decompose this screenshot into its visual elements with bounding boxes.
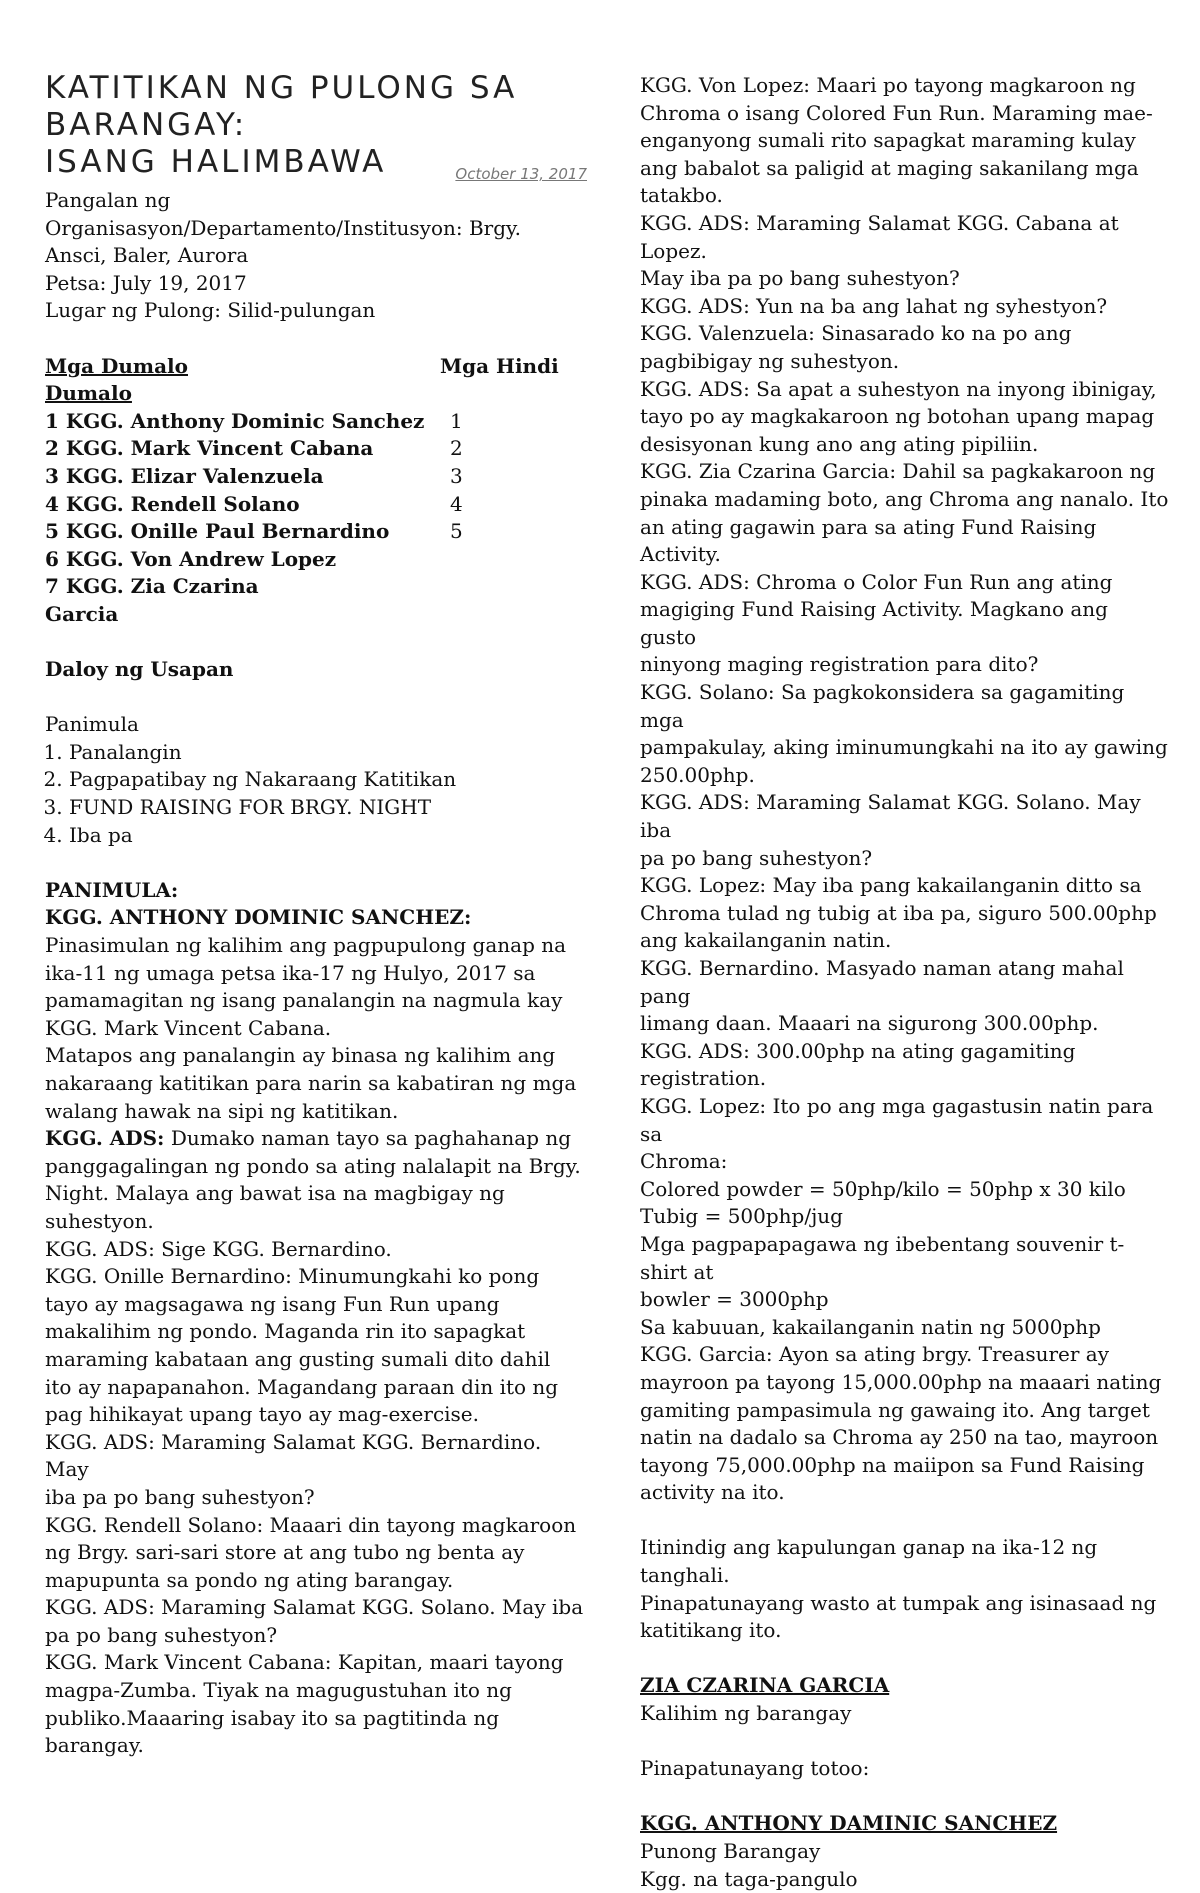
absent-number: 4 <box>450 491 463 516</box>
minutes-line: nakaraang katitikan para narin sa kabatiran ng mga <box>45 1071 577 1095</box>
minutes-line: KGG. Zia Czarina Garcia: Dahil sa pagkakaroon ng <box>640 459 1156 484</box>
minutes-line: natin na dadalo sa Chroma ay 250 na tao, mayroon <box>640 1425 1159 1450</box>
attendee-name: 3 KGG. Elizar Valenzuela <box>45 463 324 488</box>
minutes-text: Dumako naman tayo sa paghahanap ng <box>170 1126 572 1151</box>
closing-line: tanghali. <box>640 1563 730 1588</box>
attendance-row <box>45 408 585 436</box>
minutes-line: magiging Fund Raising Activity. Magkano ang gusto <box>640 597 1108 649</box>
attendance-row <box>45 518 585 546</box>
minutes-line: KGG. ADS: Maraming Salamat KGG. Solano. May iba <box>45 1595 584 1620</box>
minutes-line: Pinasimulan ng kalihim ang pagpupulong ganap na <box>45 933 567 958</box>
minutes-line: panggagalingan ng pondo sa ating nalalapit na Brgy. <box>45 1153 581 1178</box>
agenda-heading: Daloy ng Usapan <box>45 657 234 682</box>
attendee-name: 2 KGG. Mark Vincent Cabana <box>45 436 374 461</box>
attendance-row <box>45 491 585 519</box>
chair-name: KGG. ANTHONY DAMINIC SANCHEZ <box>640 1811 1058 1836</box>
title-line: BARANGAY: <box>45 107 248 143</box>
minutes-line: Matapos ang panalangin ay binasa ng kalihim ang <box>45 1043 556 1068</box>
minutes-line: Tubig = 500php/jug <box>640 1204 843 1229</box>
absent-number <box>450 546 480 574</box>
meta-line: Organisasyon/Departamento/Institusyon: Brgy. <box>45 215 522 240</box>
minutes-line: mayroon pa tayong 15,000.00php na maaari nating <box>640 1369 1162 1394</box>
absent-heading: Mga Hindi <box>440 353 559 378</box>
minutes-line: KGG. ADS: 300.00php na ating gagamiting <box>640 1038 1076 1063</box>
attendance-row <box>45 601 585 629</box>
minutes-line: ito ay napapanahon. Magandang paraan din ito ng <box>45 1374 559 1399</box>
meta-line: Ansci, Baler, Aurora <box>45 243 249 268</box>
minutes-line: PANIMULA: <box>45 877 179 902</box>
minutes-line: KGG. Solano: Sa pagkokonsidera sa gagamiting mga <box>640 680 1125 732</box>
minutes-line: tatakbo. <box>640 183 723 208</box>
minutes-line: pa po bang suhestyon? <box>45 1622 278 1647</box>
minutes-line: magpa-Zumba. Tiyak na magugustuhan ito ng <box>45 1678 512 1703</box>
secretary-name: ZIA CZARINA GARCIA <box>640 1673 890 1698</box>
attendee-name: 7 KGG. Zia Czarina <box>45 574 259 599</box>
minutes-line: publiko.Maaaring isabay ito sa pagtitinda ng <box>45 1705 500 1730</box>
minutes-line <box>45 1125 585 1153</box>
minutes-line: KGG. ADS: Yun na ba ang lahat ng syhestyon? <box>640 293 1108 318</box>
minutes-body-left <box>45 877 585 1760</box>
attestation-label: Pinapatunayang totoo: <box>640 1756 870 1781</box>
minutes-line: ng Brgy. sari-sari store at ang tubo ng benta ay <box>45 1540 525 1565</box>
minutes-line: KGG. Mark Vincent Cabana. <box>45 1015 332 1040</box>
minutes-line: suhestyon. <box>45 1208 154 1233</box>
absent-number: 3 <box>450 463 463 488</box>
minutes-line: bowler = 3000php <box>640 1287 829 1312</box>
minutes-line: iba pa po bang suhestyon? <box>45 1484 315 1509</box>
document-date: October 13, 2017 <box>455 165 587 183</box>
chair-subtitle: Kgg. na taga-pangulo <box>640 1866 858 1891</box>
minutes-line: KGG. ANTHONY DOMINIC SANCHEZ: <box>45 905 472 930</box>
agenda-list <box>45 739 585 849</box>
minutes-line: KGG. Garcia: Ayon sa ating brgy. Treasurer ay <box>640 1342 1109 1367</box>
minutes-line: KGG. Lopez: May iba pang kakailanganin ditto sa <box>640 873 1142 898</box>
minutes-line: KGG. Lopez: Ito po ang mga gagastusin natin para sa <box>640 1093 1154 1146</box>
attendance-heading <box>45 353 585 381</box>
absent-number: 1 <box>450 408 463 433</box>
minutes-line: KGG. ADS: Sige KGG. Bernardino. <box>45 1236 392 1261</box>
attendance-block <box>45 353 585 629</box>
minutes-line: mapupunta sa pondo ng ating barangay. <box>45 1567 454 1592</box>
agenda-item: 4. Iba pa <box>69 822 585 850</box>
minutes-line: Chroma o isang Colored Fun Run. Maraming mae- <box>640 100 1153 125</box>
left-column <box>45 70 585 1760</box>
minutes-line: activity na ito. <box>640 1480 785 1505</box>
minutes-line: Mga pagpapapagawa ng ibebentang souvenir t-shirt at <box>640 1231 1125 1284</box>
absent-number: 2 <box>450 436 463 461</box>
attendee-name: 6 KGG. Von Andrew Lopez <box>45 546 337 571</box>
title-line: ISANG HALIMBAWA <box>45 144 387 180</box>
minutes-line: KGG. Onille Bernardino: Minumungkahi ko pong <box>45 1264 540 1289</box>
attendance-row <box>45 435 585 463</box>
attendee-name: 4 KGG. Rendell Solano <box>45 491 300 516</box>
closing-line: Pinapatunayang wasto at tumpak ang isinasaad ng <box>640 1590 1157 1615</box>
right-column <box>640 72 1170 1893</box>
minutes-line: KGG. Bernardino. Masyado naman atang mahal pang <box>640 956 1124 1008</box>
minutes-line: KGG. ADS: Maraming Salamat KGG. Solano. May iba <box>640 790 1141 843</box>
minutes-line: pag hihikayat upang tayo ay mag-exercise. <box>45 1402 480 1427</box>
minutes-line: Sa kabuuan, kakailanganin natin ng 5000php <box>640 1314 1101 1339</box>
minutes-line: pinaka madaming boto, ang Chroma ang nanalo. Ito <box>640 486 1169 511</box>
agenda-item: 1. Panalangin <box>69 739 585 767</box>
minutes-line: Colored powder = 50php/kilo = 50php x 30 kilo <box>640 1176 1126 1201</box>
attendee-name: Garcia <box>45 601 119 626</box>
agenda-intro: Panimula <box>45 712 139 737</box>
minutes-line: maraming kabataan ang gusting sumali dito dahil <box>45 1346 551 1371</box>
meta-block <box>45 187 585 325</box>
minutes-line: walang hawak na sipi ng katitikan. <box>45 1098 399 1123</box>
minutes-line: ang kakailanganin natin. <box>640 928 892 953</box>
minutes-line: tayong 75,000.00php na maiipon sa Fund Raising <box>640 1452 1145 1477</box>
title-line: KATITIKAN NG PULONG SA <box>45 70 518 106</box>
minutes-line: pagbibigay ng suhestyon. <box>640 348 900 373</box>
minutes-line: ninyong maging registration para dito? <box>640 652 1039 677</box>
absent-number: 5 <box>450 519 463 544</box>
minutes-line: KGG. ADS: Maraming Salamat KGG. Bernardino. May <box>45 1429 542 1482</box>
minutes-line: Chroma tulad ng tubig at iba pa, siguro 500.00php <box>640 900 1157 925</box>
meta-line: Pangalan ng <box>45 188 171 212</box>
minutes-line: an ating gagawin para sa ating Fund Raising <box>640 514 1097 539</box>
absent-number <box>450 601 480 629</box>
minutes-line: KGG. Rendell Solano: Maaari din tayong magkaroon <box>45 1512 577 1537</box>
absent-heading-cont: Dumalo <box>45 381 132 406</box>
minutes-line: KGG. Von Lopez: Maari po tayong magkaroon ng <box>640 73 1136 97</box>
minutes-line: KGG. ADS: Chroma o Color Fun Run ang ating <box>640 569 1113 594</box>
minutes-line: pamamagitan ng isang panalangin na nagmula kay <box>45 988 563 1013</box>
minutes-line: KGG. Mark Vincent Cabana: Kapitan, maari tayong <box>45 1650 564 1675</box>
agenda-item: 2. Pagpapatibay ng Nakaraang Katitikan <box>69 766 585 794</box>
minutes-line: enganyong sumali rito sapagkat maraming kulay <box>640 128 1136 153</box>
attendance-row <box>45 463 585 491</box>
minutes-line: Activity. <box>640 542 721 567</box>
minutes-line: ang babalot sa paligid at maging sakanilang mga <box>640 155 1139 180</box>
minutes-line: ika-11 ng umaga petsa ika-17 ng Hulyo, 2017 sa <box>45 960 536 985</box>
minutes-line: KGG. ADS: Sa apat a suhestyon na inyong ibinigay, <box>640 376 1157 401</box>
closing-line: katitikang ito. <box>640 1618 782 1643</box>
minutes-line: pa po bang suhestyon? <box>640 845 873 870</box>
minutes-body-right <box>640 72 1170 1507</box>
minutes-line: makalihim ng pondo. Maganda rin ito sapagkat <box>45 1319 526 1344</box>
agenda-item: 3. FUND RAISING FOR BRGY. NIGHT <box>69 794 585 822</box>
minutes-line: barangay. <box>45 1733 144 1758</box>
attendee-name: 1 KGG. Anthony Dominic Sanchez <box>45 408 425 433</box>
minutes-line: 250.00php. <box>640 762 755 787</box>
minutes-line: May iba pa po bang suhestyon? <box>640 266 960 291</box>
minutes-line: tayo ay magsagawa ng isang Fun Run upang <box>45 1291 500 1316</box>
minutes-line: registration. <box>640 1066 767 1091</box>
minutes-line: tayo po ay magkakaroon ng botohan upang mapag <box>640 404 1155 429</box>
minutes-line: pampakulay, aking iminumungkahi na ito ay gawing <box>640 735 1168 760</box>
chair-title: Punong Barangay <box>640 1839 821 1863</box>
minutes-line: Chroma: <box>640 1149 728 1174</box>
minutes-line: KGG. Valenzuela: Sinasarado ko na po ang <box>640 321 1072 346</box>
minutes-line: gamiting pampasimula ng gawaing ito. Ang target <box>640 1397 1150 1422</box>
present-heading: Mga Dumalo <box>45 353 188 378</box>
closing-line: Itinindig ang kapulungan ganap na ika-12 ng <box>640 1535 1098 1560</box>
closing-block <box>640 1534 1170 1644</box>
minutes-line: KGG. ADS: Maraming Salamat KGG. Cabana at Lopez. <box>640 210 1119 263</box>
minutes-line: desisyonan kung ano ang ating pipiliin. <box>640 431 1039 456</box>
attendance-row <box>45 573 585 601</box>
secretary-title: Kalihim ng barangay <box>640 1701 852 1726</box>
attendance-row <box>45 546 585 574</box>
absent-number <box>450 573 480 601</box>
minutes-line: Night. Malaya ang bawat isa na magbigay ng <box>45 1181 505 1206</box>
meta-line: Petsa: July 19, 2017 <box>45 270 247 295</box>
minutes-line: limang daan. Maaari na sigurong 300.00php. <box>640 1011 1099 1036</box>
meta-line: Lugar ng Pulong: Silid-pulungan <box>45 298 376 323</box>
speaker-label: KGG. ADS: <box>45 1126 165 1151</box>
attendee-name: 5 KGG. Onille Paul Bernardino <box>45 519 390 544</box>
